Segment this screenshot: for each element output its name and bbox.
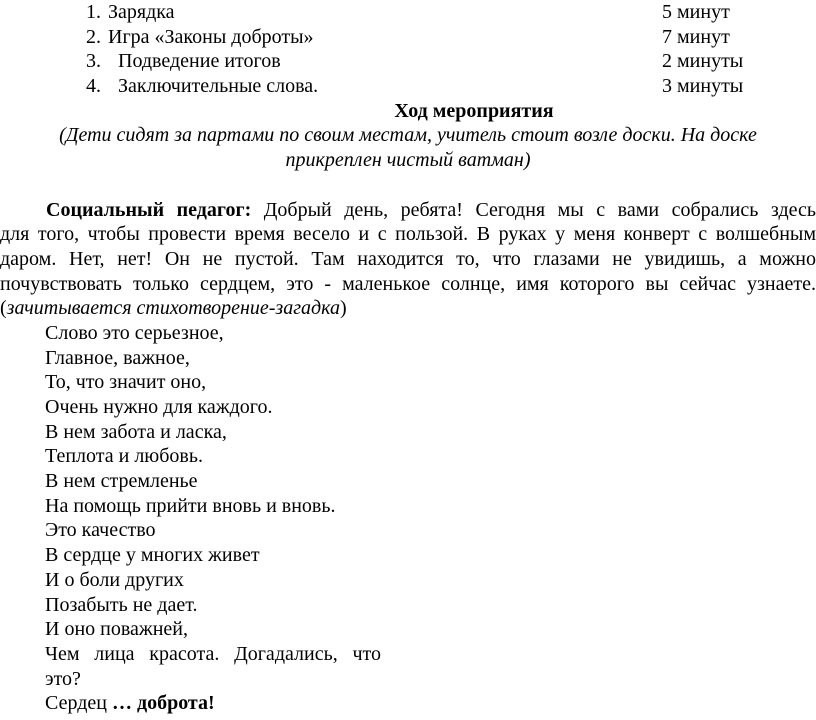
poem-final-prefix: Сердец — [45, 692, 112, 715]
schedule-item-time: 3 минуты — [662, 75, 744, 98]
schedule-item-time: 2 минуты — [662, 50, 744, 73]
blank-line — [0, 173, 816, 198]
poem-line: Чем лица красота. Догадались, что — [45, 642, 381, 665]
poem-line: Очень нужно для каждого. — [45, 396, 273, 418]
poem-line: Главное, важное, — [45, 346, 190, 369]
schedule-item — [0, 25, 816, 50]
speech-paragraph — [0, 198, 816, 321]
speaker-label: Социальный педагог: — [46, 198, 252, 221]
paren-close: ) — [340, 297, 347, 320]
schedule-list — [0, 0, 816, 99]
schedule-item-label: Зарядка — [108, 1, 175, 23]
schedule-item — [0, 0, 816, 25]
poem-line: Позабыть не дает. — [45, 593, 198, 616]
schedule-item-label: Подведение итогов — [118, 50, 281, 73]
poem-line: В нем стремленье — [45, 470, 198, 493]
poem-line: И оно поважней, — [45, 618, 189, 641]
schedule-item — [0, 49, 816, 74]
poem-line: Теплота и любовь. — [45, 445, 203, 468]
poem-line: То, что значит оно, — [45, 371, 207, 394]
schedule-item-number: 1. — [86, 1, 101, 23]
stage-direction-line-1: (Дети сидят за партами по своим местам, учитель стоит возле доски. На доске — [59, 124, 757, 147]
paragraph-text: Добрый день, ребята! Сегодня мы с вами собрались здесь — [251, 198, 816, 221]
stage-direction-line-2: прикреплен чистый ватман) — [285, 149, 531, 172]
paragraph-line: почувствовать только сердцем, это - маленькое солнце, имя которого вы сейчас узнаете. — [0, 272, 816, 295]
poem-final-answer: … доброта! — [111, 692, 215, 715]
schedule-item-time: 7 минут — [662, 25, 730, 48]
aside-note: зачитывается стихотворение-загадка — [6, 297, 340, 320]
paragraph-line: даром. Нет, нет! Он не пустой. Там находится то, что глазами не увидишь, а можно — [0, 247, 816, 270]
poem-line: Это качество — [45, 519, 156, 542]
schedule-item-number: 2. — [86, 25, 101, 48]
schedule-item-time: 5 минут — [662, 1, 730, 23]
paragraph-line: для того, чтобы провести время весело и с пользой. В руках у меня конверт с волшебным — [0, 223, 816, 246]
paragraph-line — [0, 198, 816, 223]
paren-open: ( — [0, 297, 7, 320]
poem-line: это? — [45, 667, 81, 690]
schedule-item-number: 4. — [86, 75, 101, 98]
poem-line: Слово это серьезное, — [45, 321, 224, 344]
section-title: Ход мероприятия — [394, 99, 554, 122]
poem-line: На помощь прийти вновь и вновь. — [45, 494, 336, 517]
poem-final-line — [45, 691, 816, 716]
poem-block — [0, 321, 816, 716]
schedule-item-label: Игра «Законы доброты» — [108, 25, 314, 48]
paragraph-line — [0, 296, 816, 321]
poem-line: В нем забота и ласка, — [45, 420, 227, 443]
poem-line: И о боли других — [45, 568, 184, 591]
poem-line: В сердце у многих живет — [45, 544, 260, 567]
schedule-item-label: Заключительные слова. — [118, 75, 319, 98]
schedule-item — [0, 74, 816, 99]
schedule-item-number: 3. — [86, 50, 101, 73]
